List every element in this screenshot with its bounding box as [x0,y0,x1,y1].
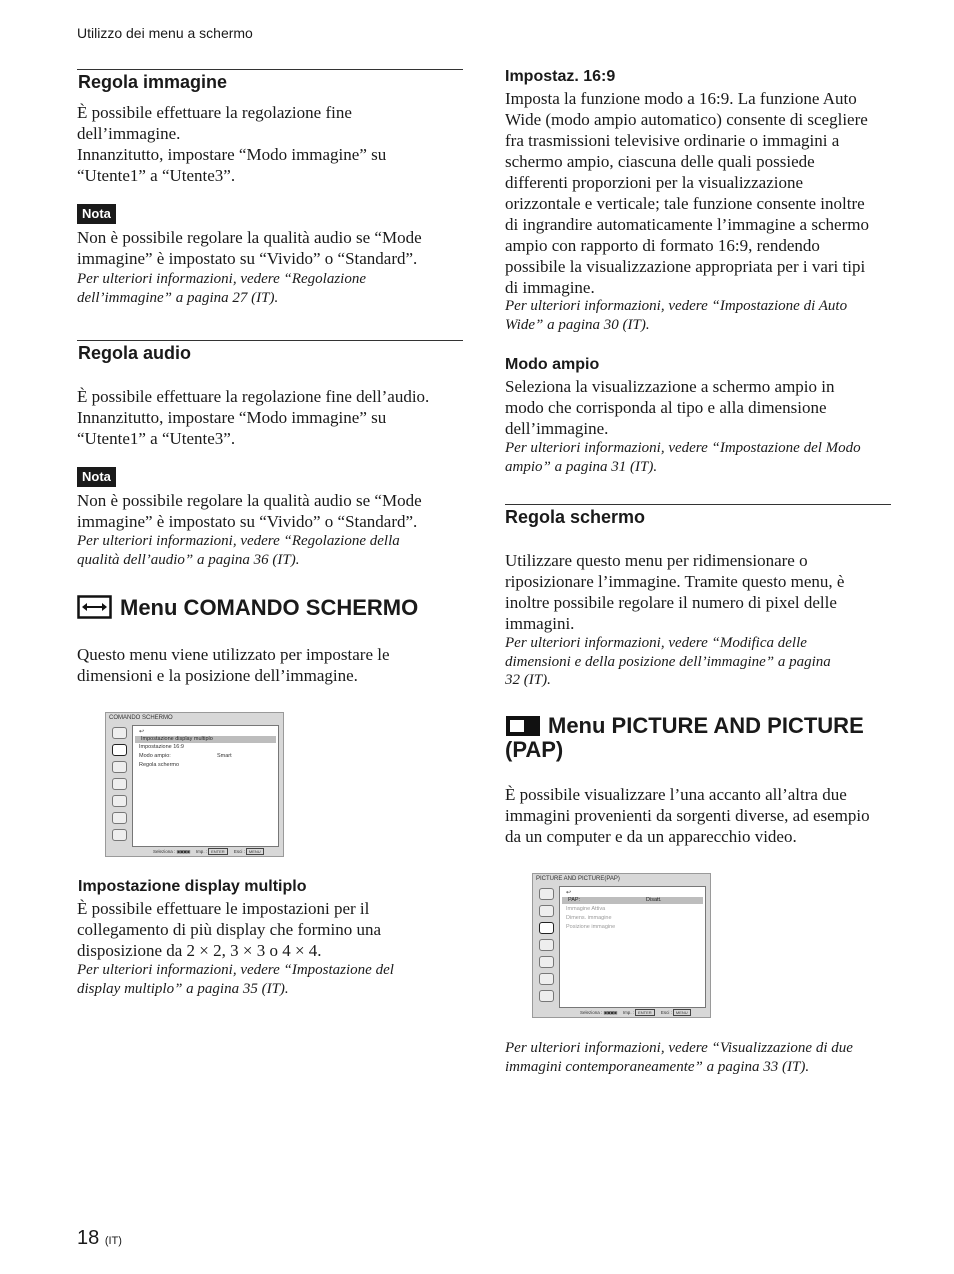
setup-menu-icon [112,778,127,790]
setup-menu-icon [539,939,554,951]
impostaz-body: Imposta la funzione modo a 16:9. La funzione Auto Wide (modo ampio automatico) consente di scegliere fra trasmissioni televisive ordinarie o immagini a schermo ampio, ciascuna delle quali possiede differenti proporzioni per la visualizzazione orizzontale e verticale; tale funzione consente inoltre di ingrandire automaticamente l’immagine a schermo ampio con rapporto di formato 16:9, rendendo possibile la visualizzazione appropriata per i vari tipi di immagine. [505,89,869,297]
regola-schermo-body: Utilizzare questo menu per ridimensionare o riposizionare l’immagine. Tramite questo menu, è inoltre possibile regolare il numero di pixel delle immagini. [505,551,845,633]
osd-item-value: Smart [217,753,232,759]
function-menu-icon [112,795,127,807]
modo-ampio-reference: Per ulteriori informazioni, vedere “Impostazione del Modo ampio” a pagina 31 (IT). [505,440,861,475]
regola-schermo-reference: Per ulteriori informazioni, vedere “Modifica delle dimensioni e della posizione dell’immagine” a pagina 32 (IT). [505,635,831,688]
menu-pap-body: È possibile visualizzare l’una accanto all’altra due immagini provenienti da sorgenti diverse, ad esempio da un computer e da un apparecchio video. [505,785,870,846]
nota-badge: Nota [77,467,116,487]
osd-item-disabled: Posizione immagine [566,924,616,930]
impostazione-display-heading: Impostazione display multiplo [78,878,307,895]
back-arrow: ↩ [566,890,572,896]
menu-pap-reference: Per ulteriori informazioni, vedere “Visualizzazione di due immagini contemporaneamente” a pagina 33 (IT). [505,1040,853,1075]
function-menu-icon [539,956,554,968]
screen-control-menu-icon [112,744,127,756]
regola-schermo-heading: Regola schermo [505,507,646,527]
pap-icon [506,716,540,736]
osd-item-selected: PAP: Disatt. [562,897,703,904]
language-menu-icon [112,812,127,824]
modo-ampio-heading: Modo ampio [505,356,600,373]
osd-item: Regola schermo [139,762,180,768]
osd-item: Modo ampio: [139,753,171,759]
regola-audio-reference: Per ulteriori informazioni, vedere “Regolazione della qualità dell’audio” a pagina 36 (IT). [77,533,400,568]
regola-immagine-body: È possibile effettuare la regolazione fine dell’immagine. Innanzitutto, impostare “Modo immagine” su “Utente1” a “Utente3”. [77,103,387,185]
pap-screenshot [532,873,711,1018]
input-menu-icon [539,990,554,1002]
running-header: Utilizzo dei menu a schermo [77,25,253,41]
section-divider [505,504,891,505]
menu-comando-body: Questo menu viene utilizzato per impostare le dimensioni e la posizione dell’immagine. [77,645,390,685]
impostaz-heading: Impostaz. 16:9 [505,68,616,85]
page-number: 18 (IT) [77,1227,122,1249]
menu-pap-heading: Menu PICTURE AND PICTURE [548,713,864,738]
osd-item-selected: Impostazione display multiplo [135,736,276,743]
menu-pap-heading-cont: (PAP) [505,737,564,762]
input-menu-icon [112,829,127,841]
nota-badge: Nota [77,204,116,224]
back-arrow: ↩ [139,729,145,735]
regola-immagine-heading: Regola immagine [78,72,228,92]
impostaz-reference: Per ulteriori informazioni, vedere “Impostazione di Auto Wide” a pagina 30 (IT). [505,298,848,333]
picture-menu-icon [112,727,127,739]
impostazione-display-reference: Per ulteriori informazioni, vedere “Impostazione del display multiplo” a pagina 35 (IT). [77,962,394,997]
osd-title: PICTURE AND PICTURE(PAP) [536,876,620,882]
osd-panel [559,886,706,1008]
section-divider [77,340,463,341]
modo-ampio-body: Seleziona la visualizzazione a schermo ampio in modo che corrisponda al tipo e alla dimensione dell’immagine. [505,377,835,438]
screen-control-icon [77,595,112,619]
pap-menu-icon [112,761,127,773]
osd-item: Impostazione 16:9 [139,744,184,750]
regola-audio-nota-text: Non è possibile regolare la qualità audio se “Mode immagine” è impostato su “Vivido” o “Standard”. [77,491,422,531]
regola-audio-heading: Regola audio [78,343,192,363]
menu-comando-schermo-heading: Menu COMANDO SCHERMO [120,595,419,620]
osd-panel [132,725,279,847]
osd-item-disabled: Immagine Attiva [566,906,606,912]
picture-menu-icon [539,888,554,900]
pap-menu-icon [539,922,554,934]
section-divider [77,69,463,70]
screen-control-menu-icon [539,905,554,917]
osd-item-disabled: Dimens. immagine [566,915,612,921]
comando-schermo-screenshot [105,712,284,857]
osd-title: COMANDO SCHERMO [109,715,173,721]
regola-immagine-nota-text: Non è possibile regolare la qualità audio se “Mode immagine” è impostato su “Vivido” o “Standard”. [77,228,422,268]
osd-footer: Seleziona : ▣▣▣▣ Imp. : ENTER Esci : MENU [580,1009,691,1016]
regola-audio-body: È possibile effettuare la regolazione fine dell’audio. Innanzitutto, impostare “Modo immagine” su “Utente1” a “Utente3”. [77,387,430,448]
impostazione-display-body: È possibile effettuare le impostazioni per il collegamento di più display che formino una disposizione da 2 × 2, 3 × 3 o 4 × 4. [77,899,382,960]
osd-footer: Seleziona : ▣▣▣▣ Imp. : ENTER Esci : MENU [153,848,264,855]
regola-immagine-reference: Per ulteriori informazioni, vedere “Regolazione dell’immagine” a pagina 27 (IT). [77,271,366,306]
language-menu-icon [539,973,554,985]
